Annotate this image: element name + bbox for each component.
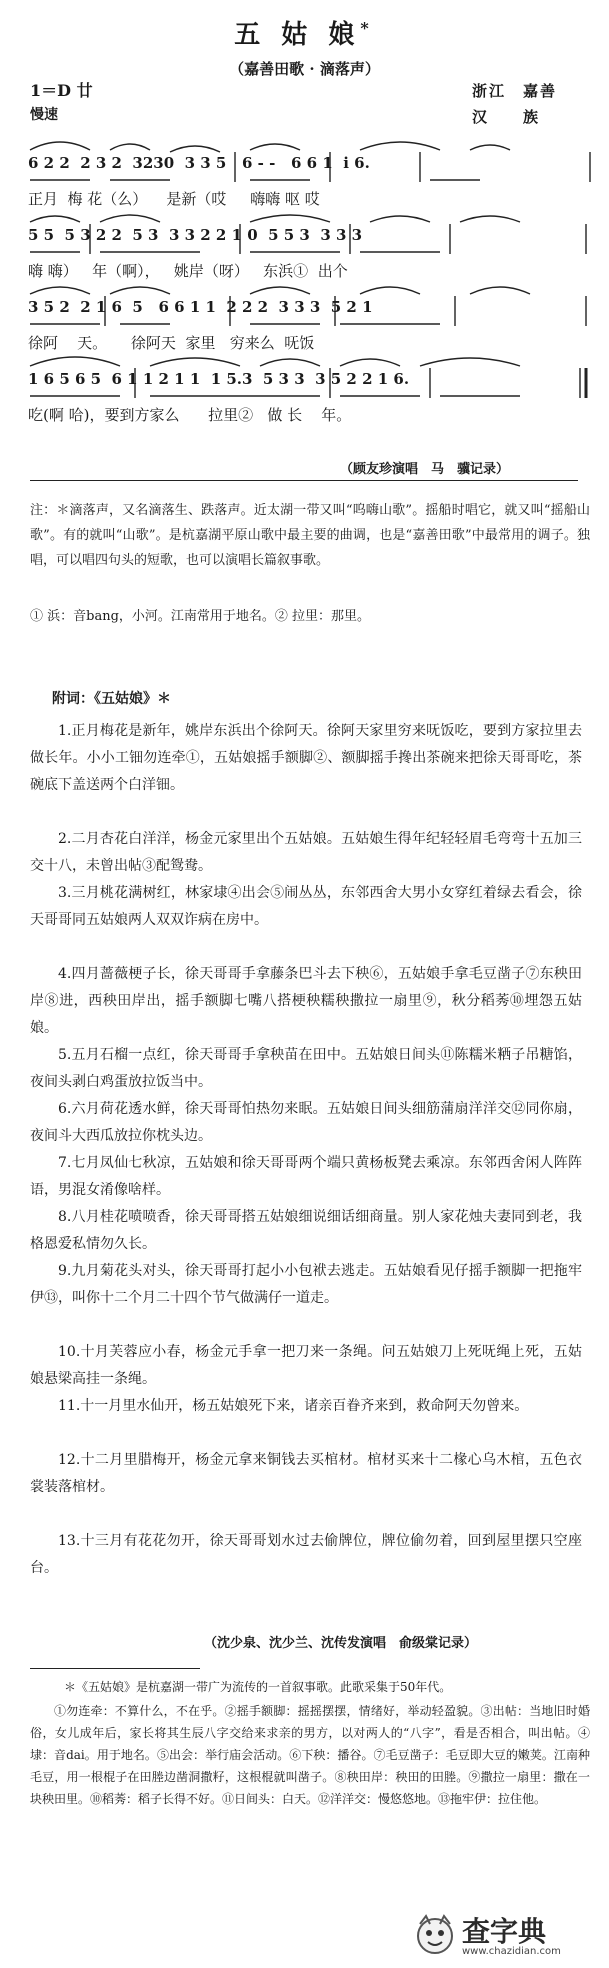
score-row-1-lyrics: 正月 梅 花（么） 是新（哎 嗨嗨 呕 哎 — [28, 190, 320, 208]
verse-4: 4.四月蔷薇梗子长，徐天哥哥手拿藤条巴斗去下秧⑥，五姑娘手拿毛豆凿子⑦东秧田岸⑧进，西秧田岸出，摇手额脚七嘴八搭梗秧糯秧撒拉一扇里⑨，秋分稻莠⑩埋怨五姑娘。 — [30, 966, 582, 1036]
verse-7: 7.七月凤仙七秋凉，五姑娘和徐天哥哥两个端只黄杨板凳去乘凉。东邻西舍闲人阵阵语，男混女淆像啥样。 — [30, 1155, 582, 1198]
key-signature — [30, 78, 93, 101]
top-separator — [30, 480, 578, 481]
score-row-2-notes: 5 5 5 3 2 2 5 3 3 3 2 2 1 0 5 5 3 3 3 3 — [28, 226, 363, 244]
meter-symbol: 廿 — [76, 81, 93, 100]
score-row-4-lyrics: 吃(啊 哈)，要到方家么 拉里② 做 长 年。 — [28, 406, 352, 424]
key-text: 1＝D — [30, 81, 72, 100]
footnote-2: ①勿连牵：不算什么，不在乎。②摇手额脚：摇摇摆摆，情绪好，举动轻盈貌。③出帖：当地旧时婚俗，女儿成年后，家长将其生辰八字交给来求亲的男方，以对两人的“八字”，看是否相合，叫出帖。④埭：音dai。用于地名。⑤出会：举行庙会活动。⑥下秧：播谷。⑦毛豆凿子：毛豆即大豆的嫩荚。江南种毛豆，用一根棍子在田塍边凿洞撒籽，这根棍就叫凿子。⑧秧田岸：秧田的田塍。⑨撒拉一扇里：撒在一块秧田里。⑩稻莠：稻子长得不好。⑪日间头：白天。⑫洋洋交：慢悠悠地。⑬拖牢伊：拉住他。 — [30, 1704, 590, 1806]
verse-6: 6.六月荷花透水鲜，徐天哥哥怕热勿来眠。五姑娘日间头细筋蒲扇洋洋交⑫同你扇，夜间斗大西瓜放拉你枕头边。 — [30, 1101, 582, 1144]
region-label: 浙江 嘉善 — [472, 82, 558, 100]
verse-13: 13.十三月有花花勿开，徐天哥哥划水过去偷牌位，牌位偷勿着，回到屋里摆只空座台。 — [30, 1533, 582, 1576]
watermark-url: www.chazidian.com — [462, 1946, 561, 1957]
title-text: 五 姑 娘 — [234, 20, 361, 50]
score-row-3-lyrics: 徐阿 天。 徐阿天 家里 穷来么 呒饭 — [28, 334, 315, 352]
title-footnote-mark: * — [360, 18, 375, 38]
note-paragraph-2: ① 浜：音bang，小河。江南常用于地名。② 拉里：那里。 — [30, 609, 371, 624]
watermark-name: 查字典 — [462, 1915, 547, 1948]
verse-11: 11.十一月里水仙开，杨五姑娘死下来，诸亲百眷齐来到，救命阿天勿曾来。 — [58, 1398, 529, 1414]
verse-2: 2.二月杏花白洋洋，杨金元家里出个五姑娘。五姑娘生得年纪轻轻眉毛弯弯十五加三交十八，未曾出帖③配鸳鸯。 — [30, 831, 582, 874]
verse-5: 5.五月石榴一点红，徐天哥哥手拿秧苗在田中。五姑娘日间头⑪陈糯米粞子吊糖馅，夜间头剥白鸡蛋放拉饭当中。 — [30, 1047, 582, 1090]
score-row-2-lyrics: 嗨 嗨） 年（啊）， 姚岸（呀） 东浜① 出个 — [28, 262, 348, 280]
music-score — [0, 140, 609, 480]
footnote-1: ＊《五姑娘》是杭嘉湖一带广为流传的一首叙事歌。此歌采集于50年代。 — [64, 1680, 452, 1694]
mascot-icon — [414, 1912, 456, 1956]
ethnicity-label: 汉 族 — [472, 108, 541, 126]
song-subtitle: （嘉善田歌 · 滴落声） — [229, 60, 380, 78]
tempo-marking: 慢速 — [30, 107, 58, 123]
verse-12: 12.十二月里腊梅开，杨金元拿来铜钱去买棺材。棺材买来十二椽心乌木棺，五色衣裳装落棺材。 — [30, 1452, 582, 1495]
verse-3: 3.三月桃花满树红，林家埭④出会⑤闹丛丛，东邻西舍大男小女穿红着绿去看会，徐天哥哥同五姑娘两人双双诈病在房中。 — [30, 885, 582, 928]
appendix-title: 附词：《五姑娘》＊ — [52, 691, 171, 707]
verse-10: 10.十月芙蓉应小春，杨金元手拿一把刀来一条绳。问五姑娘刀上死呒绳上死，五姑娘悬梁高挂一条绳。 — [30, 1344, 582, 1387]
score-row-4-notes: 1 6 5 6 5 6 1 1 2 1 1 1 5.3 5 3 3 3 5 2 2 1 6. — [28, 370, 410, 388]
score-row-1-notes: 6 2 2 2 3 2 3230 3 3 5 6 - - 6 6 1 i 6. — [28, 154, 370, 172]
footnote-separator — [30, 1668, 200, 1669]
music-credit: （顾友珍演唱 马 骥记录） — [340, 462, 510, 477]
score-row-3-notes: 3 5 2 2 1 6 5 6 6 1 1 2 2 2 3 3 3 5 2 1 — [28, 298, 373, 316]
verse-8: 8.八月桂花喷喷香，徐天哥哥搭五姑娘细说细话细商量。别人家花烛夫妻同到老，我格恩爱私情勿久长。 — [30, 1209, 582, 1252]
lyrics-credit: （沈少泉、沈少兰、沈传发演唱 俞级棠记录） — [204, 1636, 478, 1651]
song-title — [0, 14, 609, 51]
verse-9: 9.九月菊花头对头，徐天哥哥打起小小包袱去逃走。五姑娘看见仔摇手额脚一把拖牢伊⑬，叫你十二个月二十四个节气做满仔一道走。 — [30, 1263, 582, 1306]
verse-1: 1.正月梅花是新年，姚岸东浜出个徐阿天。徐阿天家里穷来呒饭吃，要到方家拉里去做长年。小小工钿勿连牵①，五姑娘摇手额脚②、额脚摇手搀出茶碗来把徐天哥哥吃，茶碗底下盖送两个白洋钿。 — [30, 723, 582, 793]
watermark-logo — [414, 1912, 594, 1962]
note-paragraph-1: 注：＊滴落声，又名滴落生、跌落声。近太湖一带又叫“呜嗨山歌”。摇船时唱它，就又叫“摇船山歌”。有的就叫“山歌”。是杭嘉湖平原山歌中最主要的曲调，也是“嘉善田歌”中最常用的调子。独唱，可以唱四句头的短歌，也可以演唱长篇叙事歌。 — [30, 503, 590, 568]
